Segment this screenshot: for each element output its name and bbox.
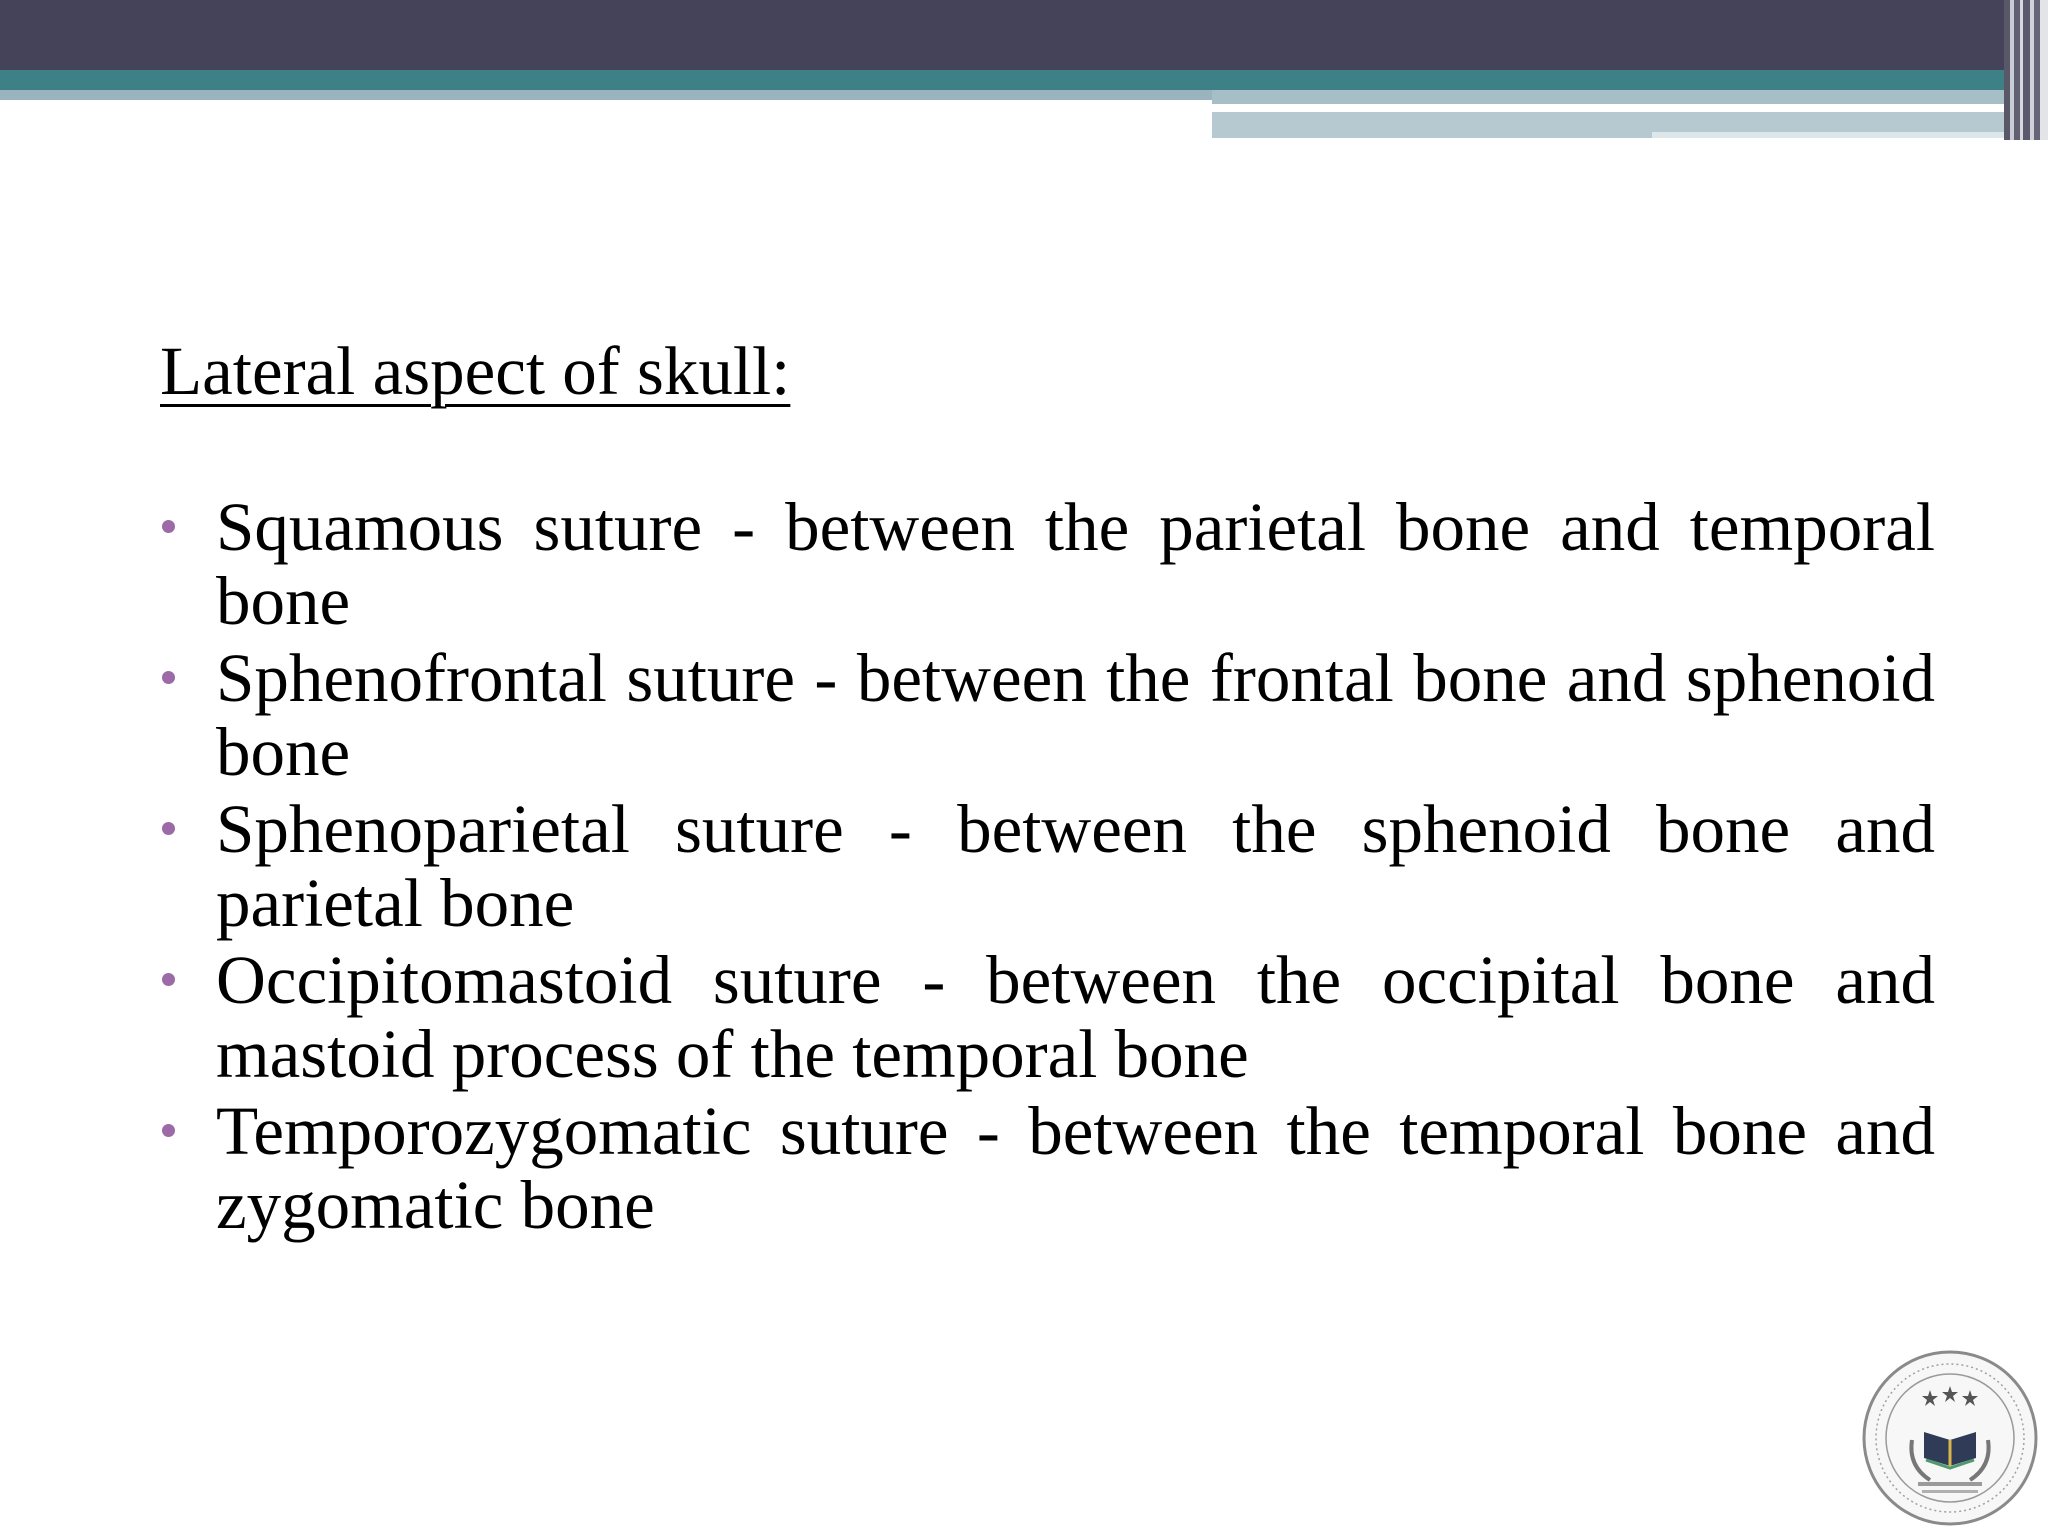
bullet-dot-icon — [162, 973, 175, 986]
bullet-item-temporozygomatic — [160, 1094, 1935, 1242]
bullet-item-sphenofrontal — [160, 641, 1935, 789]
bullet-list — [160, 490, 1935, 1245]
slide-heading: Lateral aspect of skull: — [160, 333, 791, 409]
header-right-band — [1212, 90, 2010, 104]
bullet-text: Occipitomastoid suture - between the occipital bone and mastoid process of the temporal bone — [216, 942, 1935, 1092]
header-teal-band — [0, 70, 2010, 90]
bullet-item-squamous — [160, 490, 1935, 638]
header-edge-stripes — [2004, 0, 2048, 140]
bullet-dot-icon — [162, 1124, 175, 1137]
bullet-text: Sphenoparietal suture - between the sphenoid bone and parietal bone — [216, 791, 1935, 941]
institution-seal-icon — [1860, 1348, 2040, 1528]
header-light-band — [0, 90, 1212, 100]
bullet-item-occipitomastoid — [160, 943, 1935, 1091]
bullet-text: Temporozygomatic suture - between the temporal bone and zygomatic bone — [216, 1093, 1935, 1243]
bullet-item-sphenoparietal — [160, 792, 1935, 940]
bullet-text: Squamous suture - between the parietal bone and temporal bone — [216, 489, 1935, 639]
header-white-line — [1212, 107, 1898, 111]
bullet-dot-icon — [162, 671, 175, 684]
header-band-fade — [1652, 132, 2010, 138]
bullet-text: Sphenofrontal suture - between the frontal bone and sphenoid bone — [216, 640, 1935, 790]
bullet-dot-icon — [162, 520, 175, 533]
bullet-dot-icon — [162, 822, 175, 835]
header-top-bar — [0, 0, 2048, 70]
